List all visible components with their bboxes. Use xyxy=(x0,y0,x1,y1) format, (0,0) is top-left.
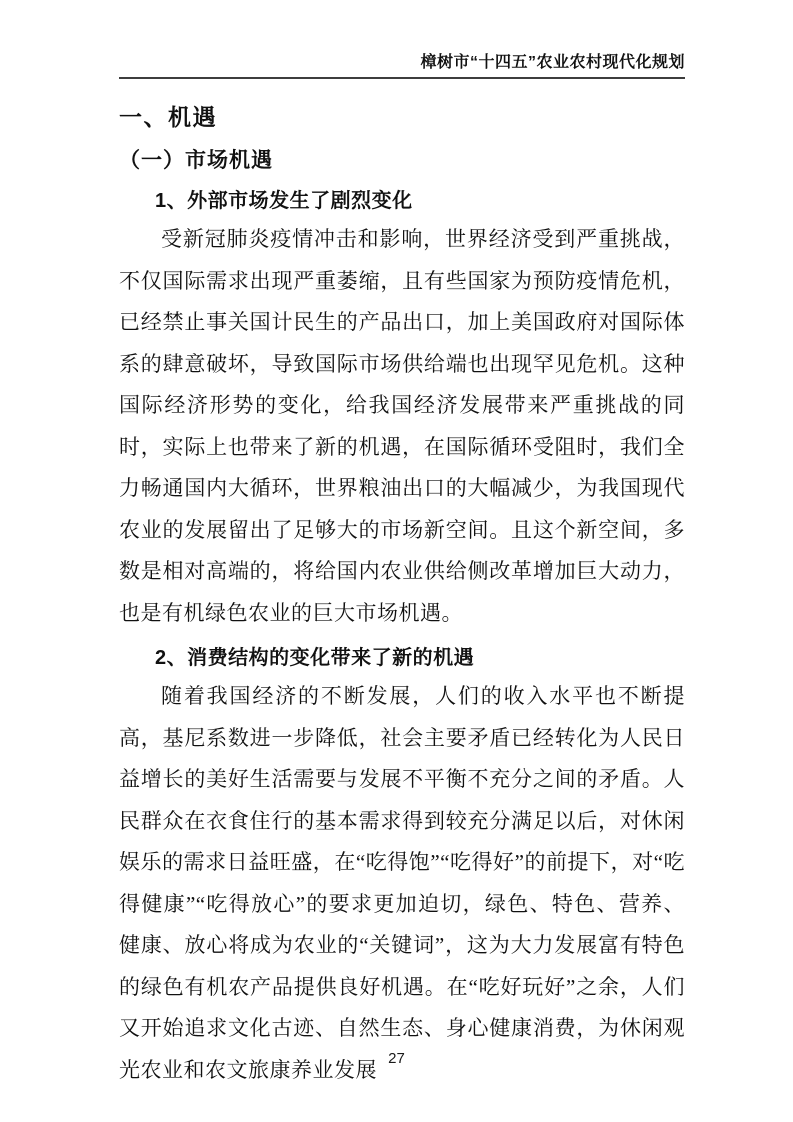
section-heading: （一）市场机遇 xyxy=(119,148,273,172)
subsection-2-paragraph: 随着我国经济的不断发展，人们的收入水平也不断提高，基尼系数进一步降低，社会主要矛盾已经转化为人民日益增长的美好生活需要与发展不平衡不充分之间的矛盾。人民群众在衣食住行的基本需求得到较充分满足以后，对休闲娱乐的需求日益旺盛，在“吃得饱”“吃得好”的前提下，对“吃得健康”“吃得放心”的要求更加迫切，绿色、特色、营养、健康、放心将成为农业的“关键词”，这为大力发展富有特色的绿色有机农产品提供良好机遇。在“吃好玩好”之余，人们又开始追求文化古迹、自然生态、身心健康消费，为休闲观光农业和农文旅康养业发展 xyxy=(119,684,685,1082)
header-title: 樟树市“十四五”农业农村现代化规划 xyxy=(420,54,685,71)
chapter-heading: 一、机遇 xyxy=(119,105,217,130)
subsection-2-heading: 2、消费结构的变化带来了新的机遇 xyxy=(155,647,475,669)
page-footer xyxy=(0,1050,793,1068)
page-number: 27 xyxy=(388,1050,405,1067)
document-body xyxy=(119,105,685,1091)
subsection-1 xyxy=(119,189,685,634)
subsection-1-paragraph: 受新冠肺炎疫情冲击和影响，世界经济受到严重挑战，不仅国际需求出现严重萎缩，且有些国家为预防疫情危机，已经禁止事关国计民生的产品出口，加上美国政府对国际体系的肆意破坏，导致国际市场供给端也出现罕见危机。这种国际经济形势的变化，给我国经济发展带来严重挑战的同时，实际上也带来了新的机遇，在国际循环受阻时，我们全力畅通国内大循环，世界粮油出口的大幅减少，为我国现代农业的发展留出了足够大的市场新空间。且这个新空间，多数是相对高端的，将给国内农业供给侧改革增加巨大动力，也是有机绿色农业的巨大市场机遇。 xyxy=(119,227,685,625)
subsection-1-heading: 1、外部市场发生了剧烈变化 xyxy=(155,190,413,212)
page-header xyxy=(119,0,685,79)
subsection-2 xyxy=(119,646,685,1091)
